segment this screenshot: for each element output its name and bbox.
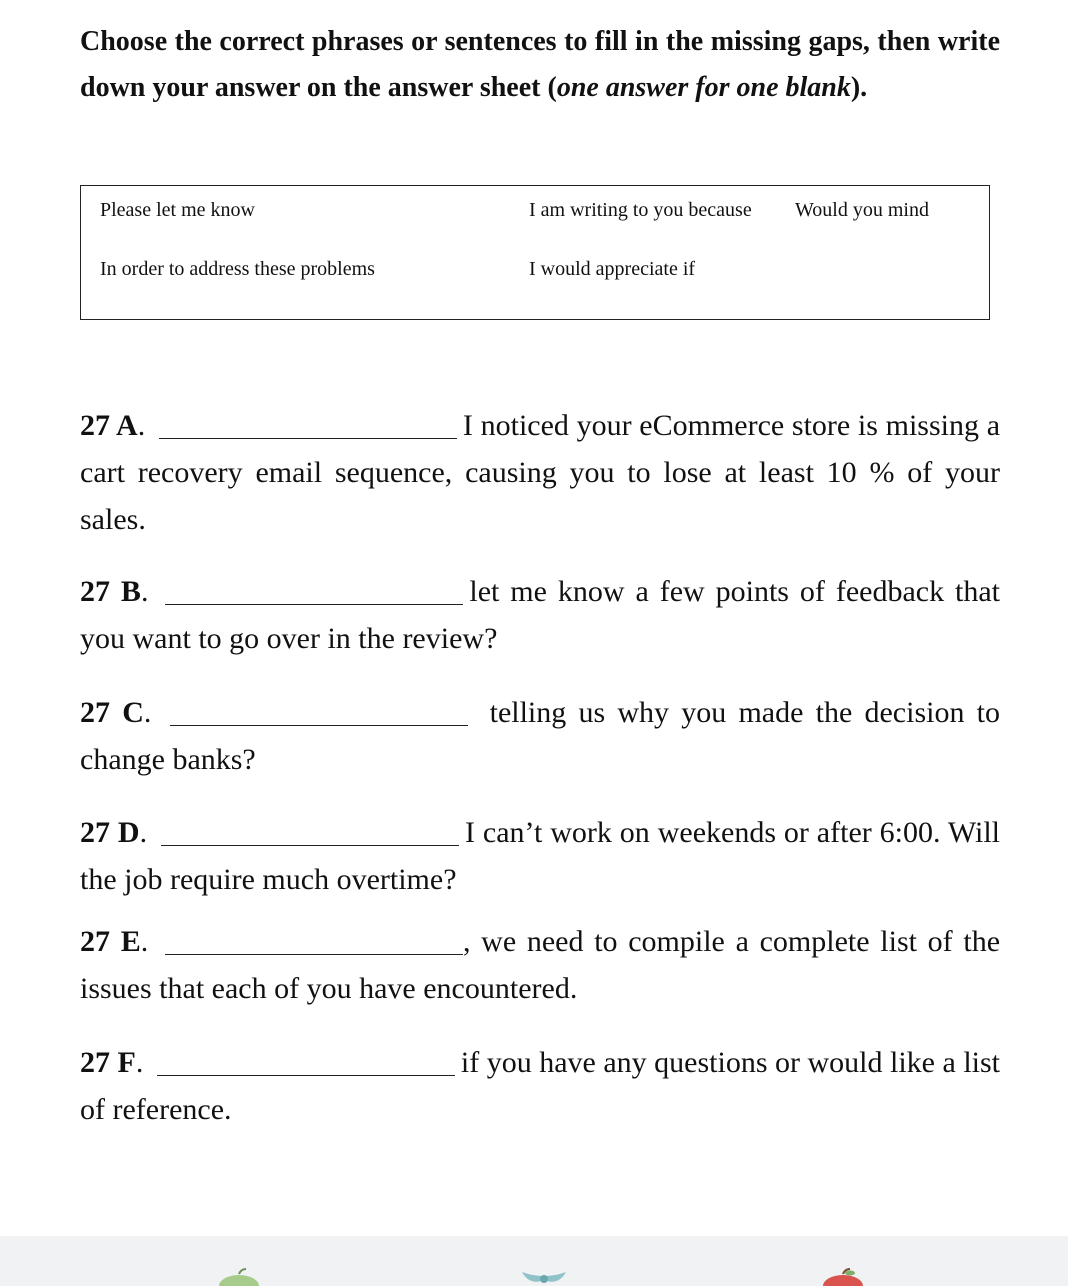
answer-blank[interactable]: [159, 408, 457, 439]
answer-blank[interactable]: [165, 574, 463, 605]
question-27d: 27 D. I can’t work on weekends or after 6:00. Will the job require much overtime?: [80, 816, 1000, 896]
question-text: I can’t work on weekends or after 6:00. Will the job require much overtime?: [80, 816, 1000, 896]
blue-bow-icon: [518, 1268, 570, 1286]
answer-blank[interactable]: [157, 1045, 455, 1076]
phrase-in-order-to: In order to address these problems: [100, 258, 375, 280]
question-27f: 27 F. if you have any questions or would like a list of reference.: [80, 1046, 1001, 1126]
question-label: 27 C: [80, 696, 144, 729]
answer-blank[interactable]: [165, 924, 463, 955]
phrase-would-you-mind: Would you mind: [795, 199, 929, 221]
question-label: 27 E: [80, 925, 141, 958]
red-apple-icon: [818, 1268, 868, 1286]
phrase-please-let-me-know: Please let me know: [100, 199, 255, 221]
phrase-i-am-writing: I am writing to you because: [529, 199, 752, 221]
question-text: if you have any questions or would like a list of reference.: [80, 1046, 1001, 1126]
instructions-lead: Choose the correct phrases or sentences to fill in the missing gaps, then write down your answer on the answer sheet (: [80, 26, 1000, 103]
answer-blank[interactable]: [161, 815, 459, 846]
phrase-i-would-appreciate: I would appreciate if: [529, 258, 696, 280]
question-27e: 27 E. , we need to compile a complete list of the issues that each of you have encountered.: [80, 925, 1001, 1005]
question-text: let me know a few points of feedback that you want to go over in the review?: [80, 575, 1000, 655]
question-text: I noticed your eCommerce store is missing a cart recovery email sequence, causing you to lose at least 10 % of your sales.: [80, 409, 1001, 536]
question-label: 27 A: [80, 409, 138, 442]
question-label: 27 F: [80, 1046, 136, 1079]
word-box: [80, 185, 990, 320]
question-label: 27 B: [80, 575, 141, 608]
question-label: 27 D: [80, 816, 140, 849]
instructions: [80, 19, 1000, 111]
question-27c: 27 C. telling us why you made the decision to change banks?: [80, 696, 1001, 776]
answer-blank[interactable]: [170, 695, 468, 726]
instructions-tail: ).: [850, 72, 868, 103]
green-apple-icon: [214, 1268, 264, 1286]
instructions-emphasis: one answer for one blank: [556, 72, 851, 103]
question-27b: 27 B. let me know a few points of feedback that you want to go over in the review?: [80, 575, 1000, 655]
question-27a: 27 A. I noticed your eCommerce store is missing a cart recovery email sequence, causing you to lose at least 10 % of your sales.: [80, 409, 1001, 536]
question-text: telling us why you made the decision to change banks?: [80, 696, 1001, 776]
question-text: , we need to compile a complete list of the issues that each of you have encountered.: [80, 925, 1001, 1005]
